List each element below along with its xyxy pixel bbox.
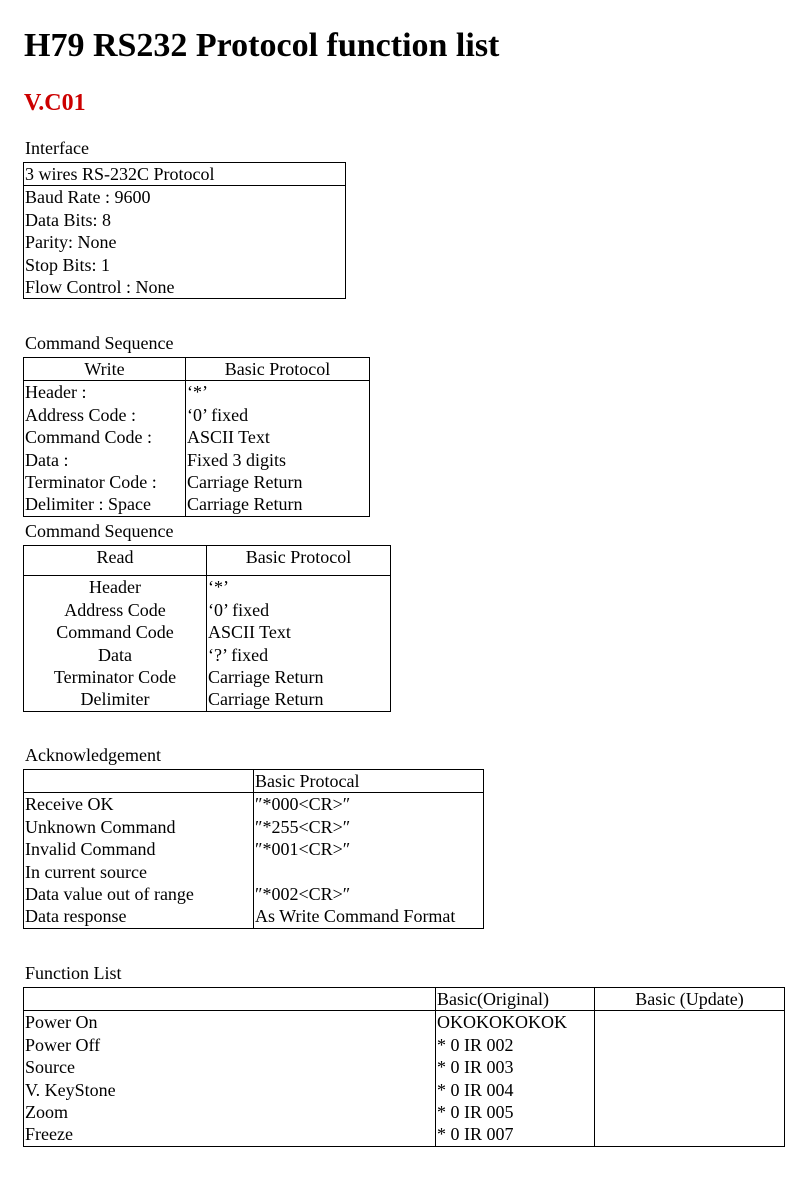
write-row-value: ASCII Text <box>187 427 270 448</box>
interface-heading: Interface <box>25 138 89 158</box>
document-title: H79 RS232 Protocol function list <box>24 27 500 64</box>
acknowledgement-heading: Acknowledgement <box>25 745 161 765</box>
read-row-value: Carriage Return <box>208 689 324 710</box>
func-row-original: * 0 IR 004 <box>436 1079 595 1101</box>
read-row-label: Data <box>24 644 207 666</box>
interface-item: Baud Rate : 9600 <box>25 187 151 208</box>
function-list-table <box>23 987 785 1147</box>
write-row-value: Fixed 3 digits <box>187 449 287 470</box>
func-row-update <box>595 1123 785 1146</box>
read-row-value: ‘0’ fixed <box>208 599 270 620</box>
func-original-header: Basic(Original) <box>436 988 595 1011</box>
ack-row-label: Unknown Command <box>24 816 254 838</box>
func-row-name: V. KeyStone <box>24 1079 436 1101</box>
function-list-heading: Function List <box>25 963 122 983</box>
ack-row-label: Data response <box>24 905 254 928</box>
func-row-update <box>595 1034 785 1056</box>
read-sequence-table <box>23 545 391 712</box>
write-row-label: Delimiter : Space <box>24 493 186 516</box>
ack-row-value: ″*002<CR>″ <box>255 884 351 905</box>
read-col-header: Read <box>24 546 207 576</box>
func-empty-header <box>24 988 436 1011</box>
func-row-original: * 0 IR 007 <box>436 1123 595 1146</box>
ack-row-label: In current source <box>24 861 254 883</box>
write-row-label: Data : <box>24 449 186 471</box>
write-row-value: ‘*’ <box>187 382 208 403</box>
interface-item: Flow Control : None <box>25 277 175 298</box>
interface-item: Stop Bits: 1 <box>25 254 111 275</box>
write-row-label: Terminator Code : <box>24 471 186 493</box>
interface-table <box>23 162 346 299</box>
read-row-label: Delimiter <box>24 688 207 711</box>
interface-item: Data Bits: 8 <box>25 209 111 230</box>
func-row-name: Zoom <box>24 1101 436 1123</box>
ack-empty-header <box>24 770 254 793</box>
read-row-value: Carriage Return <box>208 667 324 688</box>
write-sequence-table <box>23 357 370 517</box>
write-row-label: Address Code : <box>24 404 186 426</box>
read-row-label: Header <box>24 576 207 599</box>
write-row-value: Carriage Return <box>187 472 303 493</box>
ack-row-value: ″*255<CR>″ <box>255 816 351 837</box>
write-sequence-heading: Command Sequence <box>25 333 174 353</box>
func-row-original: * 0 IR 003 <box>436 1056 595 1078</box>
read-row-value: ‘?’ fixed <box>208 644 269 665</box>
ack-protocol-header: Basic Protocal <box>254 770 484 793</box>
version-label: V.C01 <box>24 90 86 116</box>
func-row-original: OKOKOKOKOK <box>436 1011 595 1034</box>
func-update-header: Basic (Update) <box>595 988 785 1011</box>
write-row-value: Carriage Return <box>187 494 303 515</box>
protocol-col-header: Basic Protocol <box>186 358 370 381</box>
func-row-name: Power On <box>24 1011 436 1034</box>
ack-row-label: Invalid Command <box>24 838 254 860</box>
read-row-label: Command Code <box>24 621 207 643</box>
ack-row-value: ″*001<CR>″ <box>255 839 351 860</box>
write-row-label: Command Code : <box>24 426 186 448</box>
read-row-value: ‘*’ <box>208 577 229 598</box>
func-row-update <box>595 1056 785 1078</box>
ack-row-value <box>254 861 484 883</box>
acknowledgement-table <box>23 769 484 929</box>
ack-row-label: Data value out of range <box>24 883 254 905</box>
read-row-value: ASCII Text <box>208 622 291 643</box>
write-col-header: Write <box>24 358 186 381</box>
interface-item: Parity: None <box>25 232 117 253</box>
ack-row-value: ″*000<CR>″ <box>255 794 351 815</box>
interface-header-row: 3 wires RS-232C Protocol <box>24 163 346 186</box>
func-row-name: Freeze <box>24 1123 436 1146</box>
func-row-name: Source <box>24 1056 436 1078</box>
func-row-original: * 0 IR 002 <box>436 1034 595 1056</box>
ack-row-label: Receive OK <box>24 793 254 816</box>
protocol-col-header: Basic Protocol <box>207 546 391 576</box>
read-sequence-heading: Command Sequence <box>25 521 174 541</box>
read-row-label: Address Code <box>24 599 207 621</box>
func-row-update <box>595 1079 785 1101</box>
write-row-value: ‘0’ fixed <box>187 404 249 425</box>
write-row-label: Header : <box>24 381 186 404</box>
ack-row-value: As Write Command Format <box>255 906 456 927</box>
read-row-label: Terminator Code <box>24 666 207 688</box>
func-row-name: Power Off <box>24 1034 436 1056</box>
func-row-original: * 0 IR 005 <box>436 1101 595 1123</box>
func-row-update <box>595 1101 785 1123</box>
func-row-update <box>595 1011 785 1034</box>
